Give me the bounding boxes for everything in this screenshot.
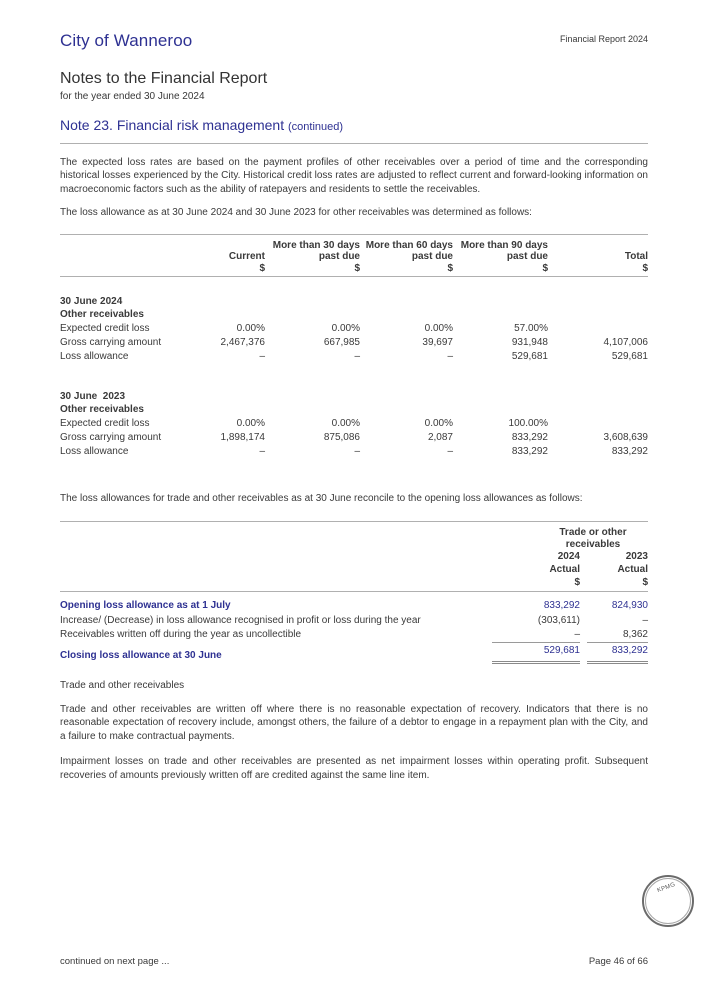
page-footer: [60, 956, 648, 967]
spacer-row: [60, 364, 648, 390]
notes-paragraph-1: Trade and other receivables are written off where there is no reasonable expectation of recovery. Indicators that there is no reasonable expectation of recovery include, amongst others, the failure of a debtor to engage in a repayment plan with the City, and a failure to make contractual payments.: [60, 704, 648, 742]
year-header: 2023: [625, 551, 648, 563]
header-divider: [60, 143, 648, 144]
cell-value: –: [354, 446, 360, 457]
table-row: [60, 445, 648, 459]
unit-label: $: [453, 263, 548, 277]
row-label: Opening loss allowance as at 1 July: [60, 600, 231, 612]
intro-paragraph-2: The loss allowance as at 30 June 2024 and 30 June 2023 for other receivables was determined as follows:: [60, 207, 532, 219]
row-label: Increase/ (Decrease) in loss allowance recognised in profit or loss during the year: [60, 614, 421, 626]
column-header: [170, 234, 265, 251]
intro-paragraph-1: The expected loss rates are based on the payment profiles of other receivables over a period of time and the corresponding historical losses experienced by the City. Historical credit loss rates are adjusted to reflect current and forward-looking information on macroeconomic factors such as the ability of ratepayers and residents to settle the receivables.: [60, 157, 648, 195]
reconciliation-table: [60, 521, 648, 663]
cell-value: 529,681: [611, 350, 648, 362]
column-header: More than 30 days: [272, 239, 360, 251]
note-heading-continued: (continued): [288, 121, 344, 133]
cell-value: 4,107,006: [603, 336, 648, 348]
section-date: [60, 295, 648, 309]
unit-header-row: [60, 576, 648, 592]
table-row-total: [60, 642, 648, 663]
column-header: Total: [624, 251, 648, 263]
report-header: [60, 31, 648, 51]
cell-value: [548, 322, 648, 336]
cell-value: 833,292: [587, 642, 648, 663]
unit-label: $: [265, 263, 360, 277]
cell-value: –: [259, 350, 265, 362]
audit-stamp-label: KPMG: [656, 881, 677, 895]
column-header: More than 90 days: [460, 239, 548, 251]
aging-table: [60, 234, 648, 459]
unit-label: $: [548, 263, 648, 277]
cell-value: 875,086: [323, 432, 360, 443]
cell-value: 833,292: [611, 446, 648, 457]
year-header: 2024: [557, 551, 580, 563]
cell-value: –: [259, 446, 265, 457]
notes-subheading: Trade and other receivables: [60, 679, 185, 691]
cell-value: 529,681: [511, 350, 548, 362]
basis-header: Actual: [617, 564, 648, 576]
cell-value: 0.00%: [236, 322, 265, 334]
report-period: for the year ended 30 June 2024: [60, 91, 205, 102]
column-header: More than 60 days: [365, 239, 453, 251]
basis-header-row: [60, 563, 648, 576]
row-label: Gross carrying amount: [60, 336, 162, 348]
cell-value: 931,948: [511, 336, 548, 348]
cell-value: 833,292: [511, 446, 548, 457]
table-row: [60, 431, 648, 445]
section-category: [60, 308, 648, 322]
cell-value: –: [574, 629, 580, 640]
section-category-label: Other receivables: [60, 404, 144, 416]
footer-page-number: Page 46 of 66: [588, 956, 648, 967]
row-label: Loss allowance: [60, 446, 129, 457]
cell-value: –: [642, 614, 648, 626]
page-title: Notes to the Financial Report: [60, 70, 268, 87]
cell-value: 100.00%: [508, 418, 548, 429]
row-label: Receivables written off during the year as uncollectible: [60, 629, 302, 640]
brand-title: City of Wanneroo: [60, 31, 193, 50]
page-content: [60, 0, 648, 782]
cell-value: 667,985: [323, 336, 360, 348]
cell-value: 0.00%: [331, 418, 360, 429]
column-header: past due: [318, 251, 360, 263]
section-date-label: 30 June 2023: [60, 390, 126, 402]
report-label: Financial Report 2024: [559, 34, 648, 44]
cell-value: 3,608,639: [603, 432, 648, 443]
cell-value: 833,292: [511, 432, 548, 443]
cell-value: 57.00%: [514, 322, 548, 334]
cell-value: –: [447, 446, 453, 457]
column-header: past due: [411, 251, 453, 263]
section-category: [60, 403, 648, 417]
table-row: [60, 614, 648, 628]
note-heading-text: Note 23. Financial risk management: [60, 117, 285, 133]
group-header-row: [60, 522, 648, 551]
group-header: Trade or other receivables: [559, 527, 627, 550]
cell-value: 824,930: [611, 600, 648, 612]
cell-value: 1,898,174: [220, 432, 265, 443]
reconciliation-intro: The loss allowances for trade and other receivables as at 30 June reconcile to the opening loss allowances as follows:: [60, 493, 583, 504]
row-label: Gross carrying amount: [60, 432, 162, 443]
table-row: [60, 628, 648, 642]
cell-value: 0.00%: [331, 322, 360, 334]
cell-value: 39,697: [422, 336, 453, 348]
row-label: Expected credit loss: [60, 322, 150, 334]
aging-header-line1: [60, 234, 648, 251]
cell-value: 8,362: [622, 629, 648, 640]
column-header: past due: [506, 251, 548, 263]
cell-value: (303,611): [537, 614, 580, 626]
cell-value: [548, 417, 648, 431]
section-category-label: Other receivables: [60, 309, 144, 321]
table-row: [60, 322, 648, 336]
column-header: Current: [228, 251, 265, 263]
cell-value: 2,087: [427, 432, 453, 443]
note-heading: [60, 117, 648, 133]
unit-label: $: [580, 576, 648, 592]
table-row: [60, 350, 648, 364]
year-header-row: [60, 550, 648, 563]
audit-stamp: [642, 875, 694, 927]
cell-value: 0.00%: [236, 418, 265, 429]
unit-label: $: [170, 263, 265, 277]
notes-paragraph-2: Impairment losses on trade and other receivables are presented as net impairment losses within operating profit. Subsequent recoveries of amounts previously written off are credited against the same line item.: [60, 756, 648, 781]
cell-value: –: [447, 350, 453, 362]
section-date-label: 30 June 2024: [60, 295, 123, 307]
basis-header: Actual: [549, 564, 580, 576]
table-row: [60, 336, 648, 350]
cell-value: 529,681: [492, 642, 580, 663]
row-label: Closing loss allowance at 30 June: [60, 650, 222, 662]
section-date: [60, 390, 648, 404]
column-header: [548, 234, 648, 251]
aging-header-units: [60, 263, 648, 277]
table-row: [60, 417, 648, 431]
footer-continued: continued on next page ...: [60, 956, 170, 967]
cell-value: 2,467,376: [220, 336, 265, 348]
cell-value: 0.00%: [424, 322, 453, 334]
cell-value: –: [354, 350, 360, 362]
unit-label: $: [492, 576, 580, 592]
unit-label: $: [360, 263, 453, 277]
cell-value: 0.00%: [424, 418, 453, 429]
row-label: Loss allowance: [60, 350, 129, 362]
row-label: Expected credit loss: [60, 418, 150, 429]
table-row: [60, 592, 648, 614]
aging-header-line2: [60, 251, 648, 263]
spacer-row: [60, 277, 648, 295]
cell-value: 833,292: [543, 600, 580, 612]
